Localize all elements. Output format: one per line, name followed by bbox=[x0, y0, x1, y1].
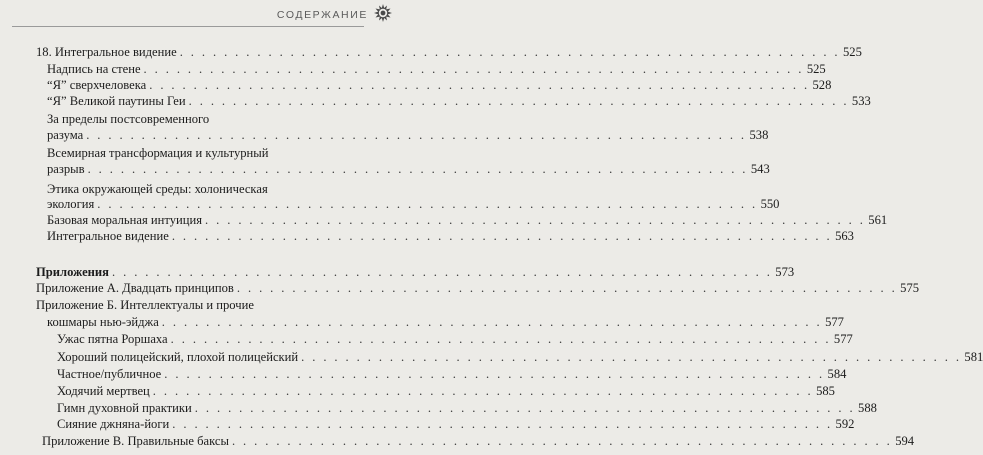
toc-entry-title: Ужас пятна Роршаха bbox=[57, 332, 168, 346]
toc-entry-title: разума bbox=[47, 128, 84, 142]
toc-entry-title: 18. Интегральное видение bbox=[36, 45, 177, 59]
toc-entry bbox=[57, 383, 835, 399]
toc-entry-page: 592 bbox=[835, 417, 855, 431]
toc-entry-title: Частное/публичное bbox=[57, 367, 162, 381]
toc-entry-page: 575 bbox=[900, 281, 920, 295]
toc-leader: . . . . . . . . . . . . . . . . . . . . . . . . . . . . . . . . . . . . . . . . . . . . . . . . . . . . . . . . . . . . bbox=[171, 229, 833, 243]
toc-entry-page: 594 bbox=[895, 434, 915, 448]
toc-entry bbox=[57, 349, 983, 365]
toc-leader: . . . . . . . . . . . . . . . . . . . . . . . . . . . . . . . . . . . . . . . . . . . . . . . . . . . . . . . . . . . . bbox=[205, 213, 866, 227]
toc-entry-page: 585 bbox=[816, 384, 835, 398]
toc-leader: . . . . . . . . . . . . . . . . . . . . . . . . . . . . . . . . . . . . . . . . . . . . . . . . . . . . . . . . . . . . bbox=[236, 281, 898, 295]
toc-entry-page: 538 bbox=[749, 128, 769, 142]
toc-entry bbox=[47, 314, 844, 330]
toc-leader: . . . . . . . . . . . . . . . . . . . . . . . . . . . . . . . . . . . . . . . . . . . . . . . . . . . . . . . . . . . . bbox=[152, 384, 814, 398]
toc-entry-title: Приложение Б. Интеллектуалы и прочие bbox=[36, 298, 254, 312]
toc-leader: . . . . . . . . . . . . . . . . . . . . . . . . . . . . . . . . . . . . . . . . . . . . . . . . . . . . . . . . . . . . bbox=[164, 367, 825, 381]
toc-entry-title: Надпись на стене bbox=[47, 62, 141, 76]
toc-entry-title: За пределы постсовременного bbox=[47, 112, 210, 126]
toc-leader: . . . . . . . . . . . . . . . . . . . . . . . . . . . . . . . . . . . . . . . . . . . . . . . . . . . . . . . . . . . . bbox=[86, 128, 747, 142]
toc-entry bbox=[42, 433, 915, 449]
toc-entry-page: 581 bbox=[964, 350, 983, 364]
toc-leader: . . . . . . . . . . . . . . . . . . . . . . . . . . . . . . . . . . . . . . . . . . . . . . . . . . . . . . . . . . . . bbox=[87, 162, 748, 176]
toc-entry-page: 533 bbox=[851, 94, 871, 108]
toc-leader: . . . . . . . . . . . . . . . . . . . . . . . . . . . . . . . . . . . . . . . . . . . . . . . . . . . . . . . . . . . . bbox=[231, 434, 893, 448]
toc-entry-page: 563 bbox=[835, 229, 854, 243]
toc-entry-title: Интегральное видение bbox=[47, 229, 169, 243]
toc-leader: . . . . . . . . . . . . . . . . . . . . . . . . . . . . . . . . . . . . . . . . . . . . . . . . . . . . . . . . . . . . bbox=[301, 350, 962, 364]
toc-entry-page: 561 bbox=[868, 213, 888, 227]
toc-entry-page: 525 bbox=[842, 45, 862, 59]
toc-entry bbox=[47, 196, 780, 212]
toc-entry-page: 528 bbox=[812, 78, 832, 92]
toc-entry-title: Приложение В. Правильные баксы bbox=[42, 434, 229, 448]
toc-entry-title: Ходячий мертвец bbox=[57, 384, 150, 398]
toc-entry-title: Базовая моральная интуиция bbox=[47, 213, 203, 227]
toc-section-page: 573 bbox=[775, 265, 795, 279]
star-circle-icon bbox=[370, 2, 396, 26]
toc-entry-title: разрыв bbox=[47, 162, 85, 176]
toc-entry bbox=[47, 212, 888, 228]
toc-entry-title: экология bbox=[47, 197, 95, 211]
header-title: СОДЕРЖАНИЕ bbox=[276, 9, 368, 21]
toc-entry bbox=[47, 228, 854, 244]
toc-entry-title: Гимн духовной практики bbox=[57, 401, 192, 415]
toc-leader: . . . . . . . . . . . . . . . . . . . . . . . . . . . . . . . . . . . . . . . . . . . . . . . . . . . . . . . . . . . . bbox=[143, 62, 804, 76]
toc-entry-page: 525 bbox=[806, 62, 826, 76]
toc-entry-title: Этика окружающей среды: холоническая bbox=[47, 182, 268, 196]
toc-leader: . . . . . . . . . . . . . . . . . . . . . . . . . . . . . . . . . . . . . . . . . . . . . . . . . . . . . . . . . . . . bbox=[172, 417, 833, 431]
toc-leader: . . . . . . . . . . . . . . . . . . . . . . . . . . . . . . . . . . . . . . . . . . . . . . . . . . . . . . . . . . . . bbox=[149, 78, 810, 92]
toc-entry-page: 577 bbox=[833, 332, 853, 346]
toc-entry bbox=[47, 181, 358, 197]
toc-entry-page: 588 bbox=[858, 401, 877, 415]
toc-entry bbox=[57, 416, 855, 432]
toc-entry bbox=[36, 280, 920, 296]
toc-entry bbox=[57, 331, 853, 347]
toc-entry bbox=[47, 127, 769, 143]
toc-entry bbox=[47, 111, 358, 127]
toc-leader: . . . . . . . . . . . . . . . . . . . . . . . . . . . . . . . . . . . . . . . . . . . . . . . . . . . . . . . . . . . . bbox=[112, 265, 773, 279]
toc-entry-title: “Я” Великой паутины Геи bbox=[47, 94, 186, 108]
toc-entry-title: Хороший полицейский, плохой полицейский bbox=[57, 350, 299, 364]
toc-entry bbox=[47, 61, 826, 77]
toc-section bbox=[36, 264, 795, 280]
toc-entry bbox=[57, 366, 847, 382]
page-header bbox=[0, 0, 410, 32]
toc-entry bbox=[57, 400, 877, 416]
toc-leader: . . . . . . . . . . . . . . . . . . . . . . . . . . . . . . . . . . . . . . . . . . . . . . . . . . . . . . . . . . . . bbox=[161, 315, 823, 329]
toc-entry bbox=[47, 145, 358, 161]
toc-entry-page: 543 bbox=[750, 162, 770, 176]
toc-entry bbox=[36, 297, 370, 313]
toc-entry-title: Приложение А. Двадцать принципов bbox=[36, 281, 234, 295]
toc-entry-title: Сияние джняна-йоги bbox=[57, 417, 170, 431]
toc-entry-page: 584 bbox=[827, 367, 847, 381]
header-rule bbox=[12, 26, 364, 27]
toc-leader: . . . . . . . . . . . . . . . . . . . . . . . . . . . . . . . . . . . . . . . . . . . . . . . . . . . . . . . . . . . . bbox=[194, 401, 856, 415]
toc-entry bbox=[36, 44, 862, 60]
toc-entry-title: Всемирная трансформация и культурный bbox=[47, 146, 269, 160]
toc-entry-title: кошмары нью-эйджа bbox=[47, 315, 159, 329]
toc-entry-page: 550 bbox=[760, 197, 780, 211]
toc-entry bbox=[47, 93, 871, 109]
toc-entry bbox=[47, 161, 770, 177]
toc-leader: . . . . . . . . . . . . . . . . . . . . . . . . . . . . . . . . . . . . . . . . . . . . . . . . . . . . . . . . . . . . bbox=[97, 197, 758, 211]
toc-leader: . . . . . . . . . . . . . . . . . . . . . . . . . . . . . . . . . . . . . . . . . . . . . . . . . . . . . . . . . . . . bbox=[170, 332, 831, 346]
toc-section-title: Приложения bbox=[36, 265, 109, 279]
toc-entry-page: 577 bbox=[825, 315, 844, 329]
toc-leader: . . . . . . . . . . . . . . . . . . . . . . . . . . . . . . . . . . . . . . . . . . . . . . . . . . . . . . . . . . . . bbox=[188, 94, 849, 108]
toc-entry bbox=[47, 77, 832, 93]
toc-entry-title: “Я” сверхчеловека bbox=[47, 78, 147, 92]
toc-leader: . . . . . . . . . . . . . . . . . . . . . . . . . . . . . . . . . . . . . . . . . . . . . . . . . . . . . . . . . . . . bbox=[179, 45, 840, 59]
